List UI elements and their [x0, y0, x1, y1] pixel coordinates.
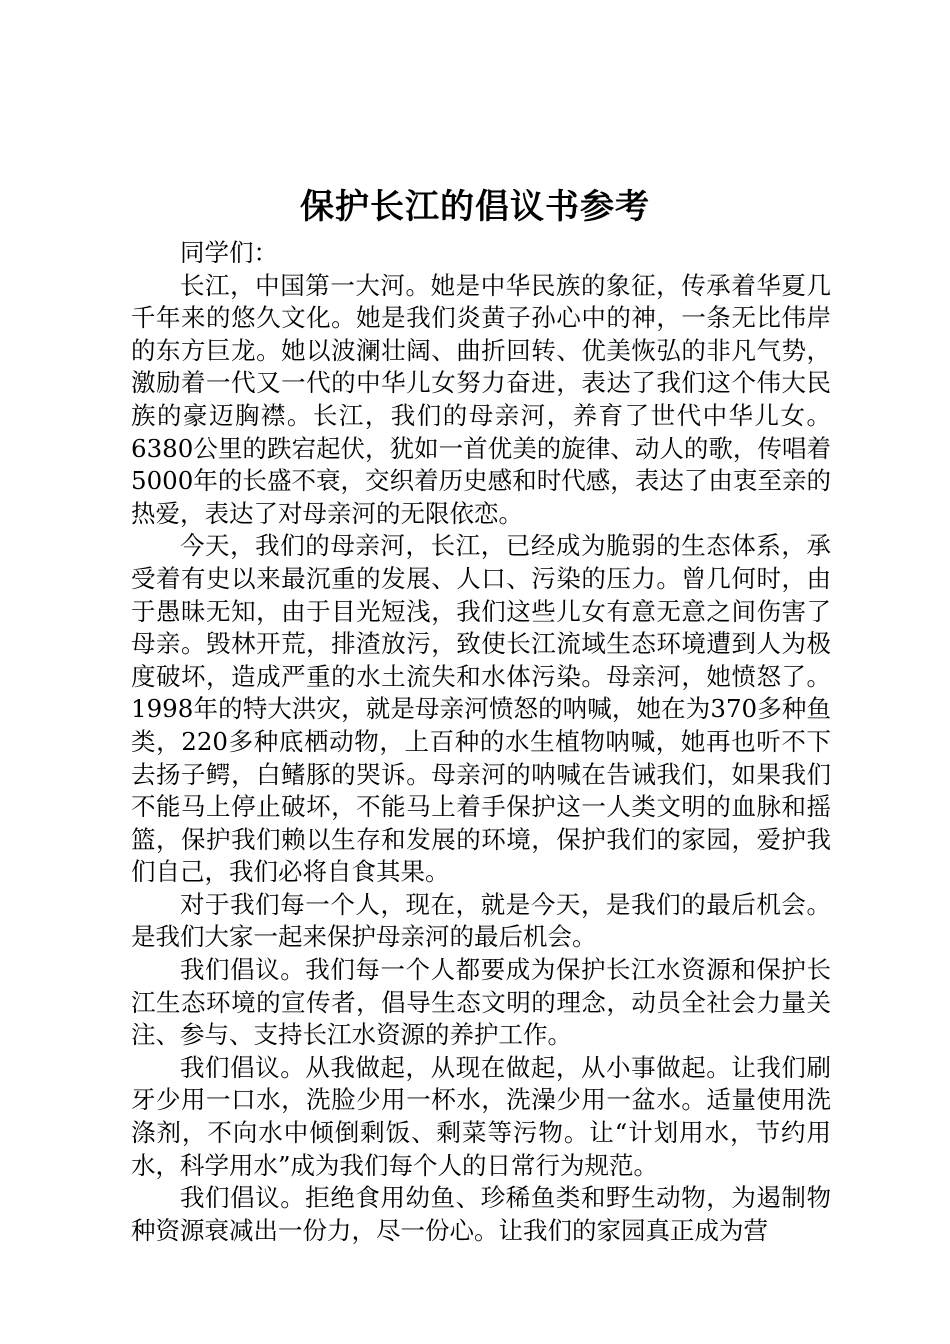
- document-title: 保护长江的倡议书参考: [300, 187, 650, 227]
- paragraph: 对于我们每一个人，现在，就是今天，是我们的最后机会。是我们大家一起来保护母亲河的最后机会。: [131, 889, 831, 952]
- paragraph: 我们倡议。拒绝食用幼鱼、珍稀鱼类和野生动物，为遏制物种资源衰减出一份力，尽一份心。让我们的家园真正成为营: [131, 1183, 831, 1245]
- paragraph: 今天，我们的母亲河，长江，已经成为脆弱的生态体系，承受着有史以来最沉重的发展、人口、污染的压力。曾几何时，由于愚昧无知，由于目光短浅，我们这些儿女有意无意之间伤害了母亲。毁林开荒，排渣放污，致使长江流域生态环境遭到人为极度破坏，造成严重的水土流失和水体污染。母亲河，她愤怒了。1998年的特大洪灾，就是母亲河愤怒的呐喊，她在为370多种鱼类，220多种底栖动物，上百种的水生植物呐喊，她再也听不下去扬子鳄，白鳍豚的哭诉。母亲河的呐喊在告诫我们，如果我们不能马上停止破坏，不能马上着手保护这一人类文明的血脉和摇篮，保护我们赖以生存和发展的环境，保护我们的家园，爱护我们自己，我们必将自食其果。: [131, 531, 831, 887]
- paragraph: 我们倡议。从我做起，从现在做起，从小事做起。让我们刷牙少用一口水，洗脸少用一杯水，洗澡少用一盆水。适量使用洗涤剂，不向水中倾倒剩饭、剩菜等污物。让“计划用水，节约用水，科学用水”成为我们每个人的日常行为规范。: [131, 1052, 831, 1180]
- salutation: 同学们：: [180, 238, 278, 267]
- paragraph: 长江，中国第一大河。她是中华民族的象征，传承着华夏几千年来的悠久文化。她是我们炎黄子孙心中的神，一条无比伟岸的东方巨龙。她以波澜壮阔、曲折回转、优美恢弘的非凡气势，激励着一代又一代的中华儿女努力奋进，表达了我们这个伟大民族的豪迈胸襟。长江，我们的母亲河，养育了世代中华儿女。6380公里的跌宕起伏，犹如一首优美的旋律、动人的歌，传唱着5000年的长盛不衰，交织着历史感和时代感，表达了由衷至亲的热爱，表达了对母亲河的无限依恋。: [131, 270, 831, 528]
- paragraph: 我们倡议。我们每一个人都要成为保护长江水资源和保护长江生态环境的宣传者，倡导生态文明的理念，动员全社会力量关注、参与、支持长江水资源的养护工作。: [131, 955, 831, 1050]
- document-body: [131, 237, 831, 1247]
